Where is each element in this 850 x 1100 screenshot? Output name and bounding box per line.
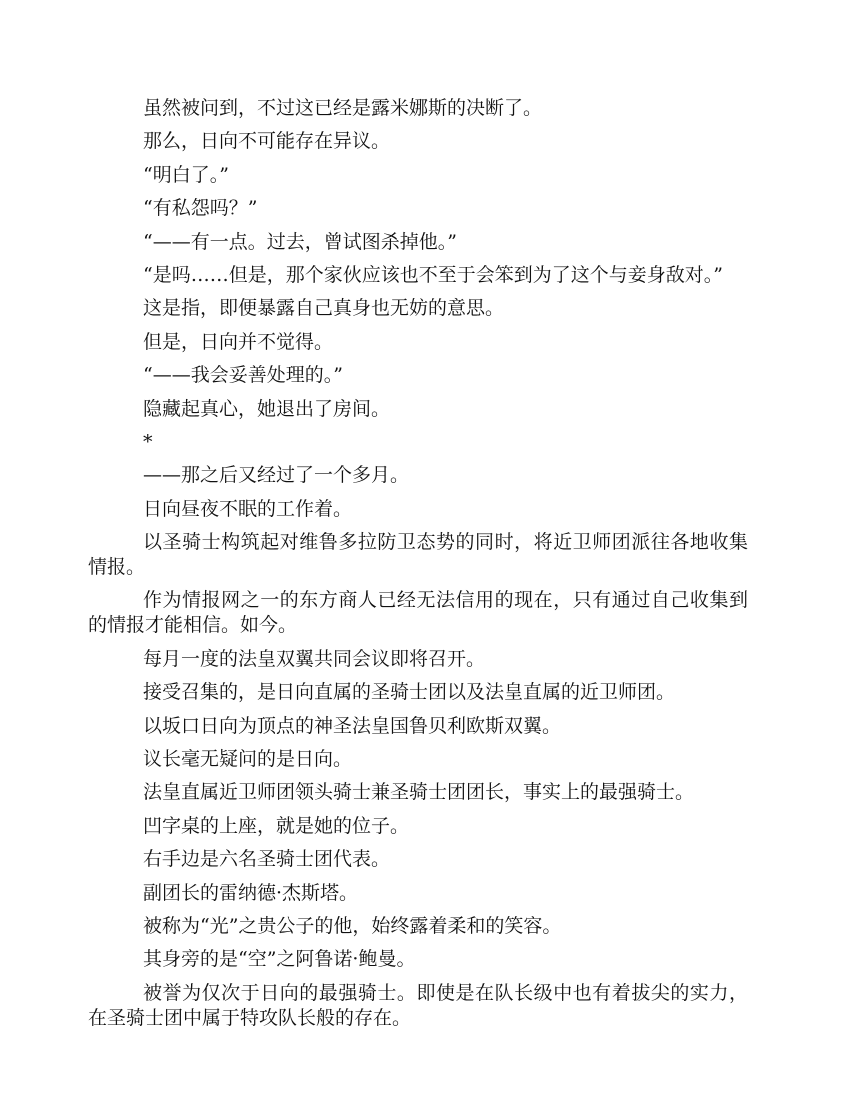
paragraph: 虽然被问到，不过这已经是露米娜斯的决断了。	[143, 97, 543, 119]
paragraph: “有私怨吗？”	[143, 197, 258, 220]
paragraph: “是吗……但是，那个家伙应该也不至于会笨到为了这个与妾身敌对。”	[143, 263, 723, 286]
paragraph: 其身旁的是“空”之阿鲁诺·鲍曼。	[143, 948, 416, 971]
scene-break: *	[143, 430, 153, 453]
document-page	[88, 96, 748, 1039]
paragraph: 以圣骑士构筑起对维鲁多拉防卫态势的同时，将近卫师团派往各地收集情报。	[88, 531, 748, 579]
paragraph: 那么，日向不可能存在异议。	[143, 130, 391, 153]
paragraph: 被誉为仅次于日向的最强骑士。即使是在队长级中也有着拔尖的实力，在圣骑士团中属于特攻队长般的存在。	[88, 981, 748, 1029]
paragraph: ——那之后又经过了一个多月。	[143, 464, 410, 487]
paragraph: 以坂口日向为顶点的神圣法皇国鲁贝利欧斯双翼。	[143, 714, 562, 737]
paragraph: 作为情报网之一的东方商人已经无法信用的现在，只有通过自己收集到的情报才能相信。如今。	[88, 589, 748, 637]
paragraph: 法皇直属近卫师团领头骑士兼圣骑士团团长，事实上的最强骑士。	[143, 781, 695, 804]
paragraph: 副团长的雷纳德·杰斯塔。	[143, 881, 359, 904]
paragraph: 每月一度的法皇双翼共同会议即将召开。	[143, 647, 486, 670]
paragraph: “——有一点。过去，曾试图杀掉他。”	[143, 230, 457, 253]
paragraph: 右手边是六名圣骑士团代表。	[143, 848, 391, 871]
paragraph: 这是指，即便暴露自己真身也无妨的意思。	[143, 297, 505, 320]
paragraph: “——我会妥善处理的。”	[143, 364, 343, 387]
paragraph: 但是，日向并不觉得。	[143, 330, 334, 353]
paragraph: 隐藏起真心，她退出了房间。	[143, 397, 391, 420]
paragraph: 被称为“光”之贵公子的他，始终露着柔和的笑容。	[143, 914, 562, 937]
paragraph: 凹字桌的上座，就是她的位子。	[143, 814, 410, 837]
paragraph: 议长毫无疑问的是日向。	[143, 748, 353, 771]
paragraph: 日向昼夜不眠的工作着。	[143, 497, 353, 520]
paragraph: 接受召集的，是日向直属的圣骑士团以及法皇直属的近卫师团。	[143, 681, 676, 704]
paragraph: “明白了。”	[143, 163, 229, 186]
